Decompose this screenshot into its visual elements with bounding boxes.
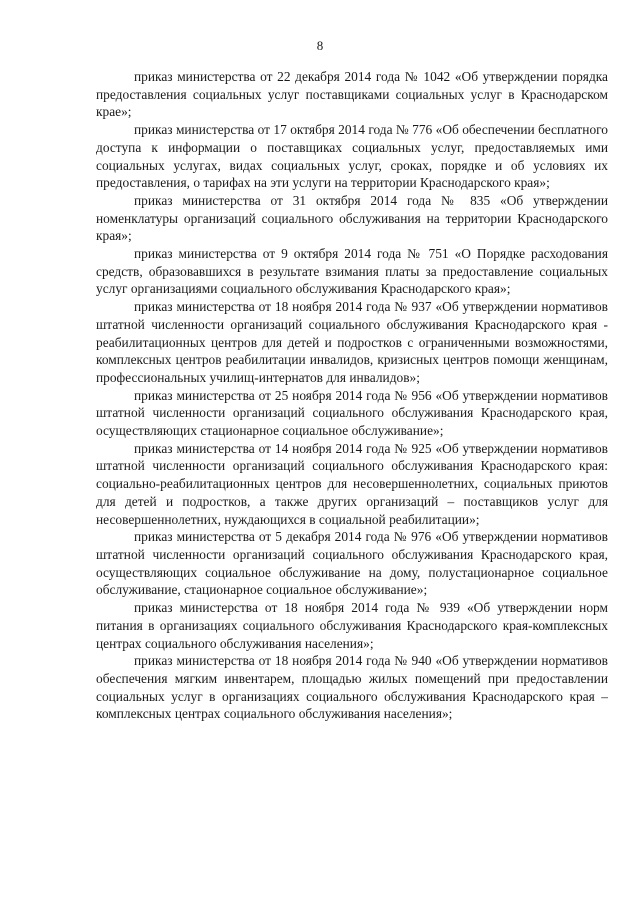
paragraph-order-1042: приказ министерства от 22 декабря 2014 года № 1042 «Об утверждении порядка предоставления социальных услуг поставщиками социальных услуг в Краснодарском крае»; (96, 69, 608, 120)
paragraph-order-940: приказ министерства от 18 ноября 2014 года № 940 «Об утверждении нормативов обеспечения мягким инвентарем, площадью жилых помещений при предоставлении социальных услуг в организациях социального обслуживания Краснодарского края – комплексных центрах социального обслуживания населения»; (96, 653, 608, 722)
paragraph-order-776: приказ министерства от 17 октября 2014 года № 776 «Об обеспечении бесплатного доступа к информации о поставщиках социальных услуг, предоставляемых ими социальных услугах, видах социальных услуг, сроках, порядке и об условиях их предоставления, о тарифах на эти услуги на территории Краснодарского края»; (96, 122, 608, 191)
page-number: 8 (316, 38, 324, 53)
paragraph-order-925: приказ министерства от 14 ноября 2014 года № 925 «Об утверждении нормативов штатной численности организаций социального обслуживания Краснодарского края: социально-реабилитационных центров для несовершеннолетних, социальных приютов для детей и подростков, а также других организаций – поставщиков услуг для несовершеннолетних, нуждающихся в социальной реабилитации»; (96, 440, 608, 527)
paragraph-order-956: приказ министерства от 25 ноября 2014 года № 956 «Об утверждении нормативов штатной численности организаций социального обслуживания Краснодарского края, осуществляющих стационарное социальное обслуживание»; (96, 387, 608, 439)
paragraph-order-939: приказ министерства от 18 ноября 2014 года № 939 «Об утверждении норм питания в организациях социального обслуживания Краснодарского края-комплексных центрах социального обслуживания населения»; (96, 600, 608, 651)
paragraph-order-937: приказ министерства от 18 ноября 2014 года № 937 «Об утверждении нормативов штатной численности организаций социального обслуживания Краснодарского края - реабилитационных центров для детей и подростков с ограниченными возможностями, комплексных центров реабилитации инвалидов, кризисных центров помощи женщинам, профессиональных училищ-интернатов для инвалидов»; (96, 299, 608, 385)
paragraph-order-751: приказ министерства от 9 октября 2014 года № 751 «О Порядке расходования средств, образовавшихся в результате взимания платы за предоставление социальных услуг организациями социального обслуживания Краснодарского края»; (96, 246, 608, 297)
document-body (96, 68, 608, 723)
paragraph-order-835: приказ министерства от 31 октября 2014 года № 835 «Об утверждении номенклатуры организаций социального обслуживания на территории Краснодарского края»; (96, 192, 608, 244)
paragraph-order-976: приказ министерства от 5 декабря 2014 года № 976 «Об утверждении нормативов штатной численности организаций социального обслуживания Краснодарского края, осуществляющих социальное обслуживание на дому, полустационарное социальное обслуживание, стационарное социальное обслуживание»; (96, 529, 608, 598)
